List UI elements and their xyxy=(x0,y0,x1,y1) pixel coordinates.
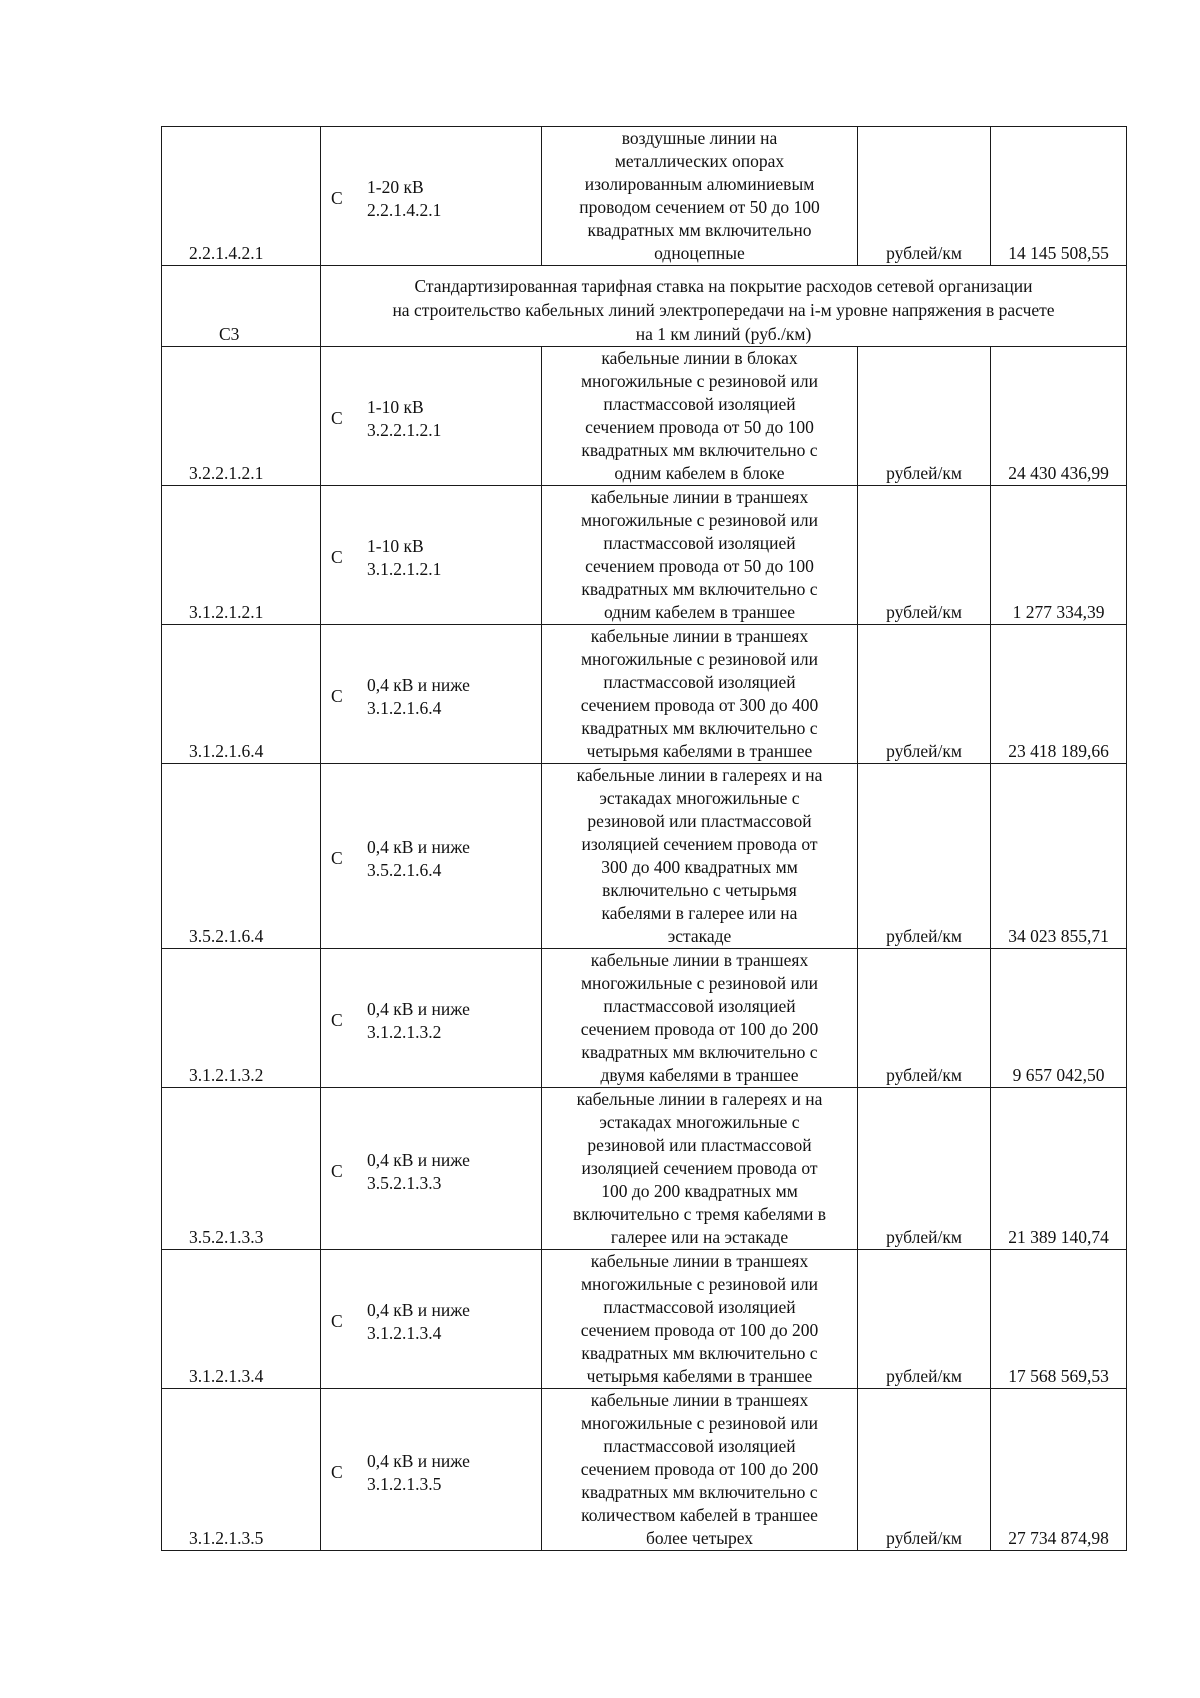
description-line: сечением провода от 100 до 200 xyxy=(580,1459,819,1479)
voltage-prefix: С xyxy=(331,1161,343,1181)
description-line: кабельные линии в траншеях xyxy=(590,487,809,507)
row-code: 3.1.2.1.2.1 xyxy=(162,486,321,625)
voltage-cell xyxy=(321,486,542,625)
description-line: многожильные с резиновой или xyxy=(580,371,819,391)
description-line: пластмассовой изоляцией xyxy=(603,394,796,414)
voltage-cell xyxy=(321,347,542,486)
description-line: изоляцией сечением провода от xyxy=(581,834,818,854)
description-line: многожильные с резиновой или xyxy=(580,1274,819,1294)
section-header-row xyxy=(162,266,1127,347)
description-line: кабельные линии в траншеях xyxy=(590,1390,809,1410)
tariff-table xyxy=(161,126,1127,1551)
description-line: изолированным алюминиевым xyxy=(584,174,815,194)
description-line: 300 до 400 квадратных мм xyxy=(601,857,798,877)
description-line: эстакадах многожильные с xyxy=(599,1112,800,1132)
voltage-prefix: С xyxy=(331,1462,343,1482)
table-row xyxy=(162,127,1127,266)
table-row xyxy=(162,1088,1127,1250)
voltage-cell xyxy=(321,127,542,266)
row-code: 3.1.2.1.6.4 xyxy=(162,625,321,764)
table-row xyxy=(162,1389,1127,1551)
description-cell xyxy=(542,127,858,266)
description-line: многожильные с резиновой или xyxy=(580,649,819,669)
tariff-table-body xyxy=(162,127,1127,1551)
description-line: одноцепные xyxy=(654,243,745,263)
value-cell: 34 023 855,71 xyxy=(991,764,1127,949)
value-cell: 14 145 508,55 xyxy=(991,127,1127,266)
description-line: кабельные линии в галереях и на xyxy=(576,765,823,785)
voltage-subcode: 3.2.2.1.2.1 xyxy=(367,420,442,440)
description-line: включительно с тремя кабелями в xyxy=(572,1204,826,1224)
value-cell: 9 657 042,50 xyxy=(991,949,1127,1088)
section-title-line: на 1 км линий (руб./км) xyxy=(635,324,812,344)
description-line: квадратных мм включительно с xyxy=(581,1343,818,1363)
voltage-prefix: С xyxy=(331,848,343,868)
description-cell xyxy=(542,347,858,486)
voltage-subcode: 3.1.2.1.3.5 xyxy=(367,1474,442,1494)
voltage-cell xyxy=(321,625,542,764)
voltage-cell xyxy=(321,949,542,1088)
description-cell xyxy=(542,1389,858,1551)
voltage-prefix: С xyxy=(331,408,343,428)
section-title-line: на строительство кабельных линий электропередачи на i-м уровне напряжения в расчете xyxy=(392,300,1055,320)
description-line: квадратных мм включительно xyxy=(587,220,812,240)
description-line: многожильные с резиновой или xyxy=(580,973,819,993)
value-cell: 23 418 189,66 xyxy=(991,625,1127,764)
voltage-cell xyxy=(321,764,542,949)
voltage-prefix: С xyxy=(331,1010,343,1030)
description-line: двумя кабелями в траншее xyxy=(600,1065,799,1085)
voltage-cell xyxy=(321,1389,542,1551)
description-line: квадратных мм включительно с xyxy=(581,718,818,738)
section-title-line: Стандартизированная тарифная ставка на покрытие расходов сетевой организации xyxy=(414,276,1033,296)
table-row xyxy=(162,1250,1127,1389)
voltage-subcode: 2.2.1.4.2.1 xyxy=(367,200,442,220)
description-line: одним кабелем в траншее xyxy=(603,602,796,622)
voltage-level: 0,4 кВ и ниже xyxy=(367,837,470,857)
description-line: многожильные с резиновой или xyxy=(580,1413,819,1433)
description-line: сечением провода от 50 до 100 xyxy=(585,417,814,437)
description-line: эстакадах многожильные с xyxy=(599,788,800,808)
description-line: кабелями в галерее или на xyxy=(601,903,798,923)
description-cell xyxy=(542,625,858,764)
voltage-level: 1-10 кВ xyxy=(367,536,424,556)
row-code: 3.1.2.1.3.5 xyxy=(162,1389,321,1551)
description-line: пластмассовой изоляцией xyxy=(603,996,796,1016)
value-cell: 1 277 334,39 xyxy=(991,486,1127,625)
voltage-level: 1-20 кВ xyxy=(367,177,424,197)
unit-cell: рублей/км xyxy=(858,1389,991,1551)
voltage-subcode: 3.1.2.1.3.2 xyxy=(367,1022,442,1042)
voltage-level: 0,4 кВ и ниже xyxy=(367,1451,470,1471)
voltage-subcode: 3.1.2.1.6.4 xyxy=(367,698,442,718)
description-line: воздушные линии на xyxy=(621,128,778,148)
description-line: кабельные линии в траншеях xyxy=(590,626,809,646)
section-code: С3 xyxy=(162,266,321,347)
voltage-prefix: С xyxy=(331,1311,343,1331)
description-line: резиновой или пластмассовой xyxy=(587,811,812,831)
description-line: кабельные линии в траншеях xyxy=(590,1251,809,1271)
voltage-cell xyxy=(321,1250,542,1389)
description-line: 100 до 200 квадратных мм xyxy=(601,1181,798,1201)
value-cell: 27 734 874,98 xyxy=(991,1389,1127,1551)
table-row xyxy=(162,347,1127,486)
unit-cell: рублей/км xyxy=(858,625,991,764)
voltage-cell xyxy=(321,1088,542,1250)
description-cell xyxy=(542,486,858,625)
voltage-prefix: С xyxy=(331,686,343,706)
description-line: изоляцией сечением провода от xyxy=(581,1158,818,1178)
description-line: многожильные с резиновой или xyxy=(580,510,819,530)
row-code: 3.1.2.1.3.2 xyxy=(162,949,321,1088)
table-row xyxy=(162,486,1127,625)
description-cell xyxy=(542,764,858,949)
description-line: резиновой или пластмассовой xyxy=(587,1135,812,1155)
value-cell: 21 389 140,74 xyxy=(991,1088,1127,1250)
value-cell: 17 568 569,53 xyxy=(991,1250,1127,1389)
unit-cell: рублей/км xyxy=(858,949,991,1088)
description-line: кабельные линии в блоках xyxy=(601,348,798,368)
description-line: сечением провода от 100 до 200 xyxy=(580,1320,819,1340)
description-line: кабельные линии в галереях и на xyxy=(576,1089,823,1109)
description-line: эстакаде xyxy=(667,926,732,946)
description-line: квадратных мм включительно с xyxy=(581,579,818,599)
description-cell xyxy=(542,949,858,1088)
voltage-level: 0,4 кВ и ниже xyxy=(367,1300,470,1320)
section-title xyxy=(321,266,1127,347)
description-line: галерее или на эстакаде xyxy=(610,1227,789,1247)
description-line: четырьмя кабелями в траншее xyxy=(586,741,813,761)
description-line: кабельные линии в траншеях xyxy=(590,950,809,970)
description-line: квадратных мм включительно с xyxy=(581,1482,818,1502)
row-code: 3.1.2.1.3.4 xyxy=(162,1250,321,1389)
description-line: сечением провода от 100 до 200 xyxy=(580,1019,819,1039)
description-line: квадратных мм включительно с xyxy=(581,1042,818,1062)
voltage-subcode: 3.5.2.1.6.4 xyxy=(367,860,442,880)
row-code: 2.2.1.4.2.1 xyxy=(162,127,321,266)
voltage-prefix: С xyxy=(331,188,343,208)
table-row xyxy=(162,764,1127,949)
voltage-level: 0,4 кВ и ниже xyxy=(367,675,470,695)
row-code: 3.2.2.1.2.1 xyxy=(162,347,321,486)
description-line: металлических опорах xyxy=(614,151,785,171)
description-line: пластмассовой изоляцией xyxy=(603,672,796,692)
unit-cell: рублей/км xyxy=(858,127,991,266)
row-code: 3.5.2.1.6.4 xyxy=(162,764,321,949)
description-line: пластмассовой изоляцией xyxy=(603,1297,796,1317)
description-line: одним кабелем в блоке xyxy=(614,463,785,483)
voltage-level: 1-10 кВ xyxy=(367,397,424,417)
description-line: квадратных мм включительно с xyxy=(581,440,818,460)
unit-cell: рублей/км xyxy=(858,1250,991,1389)
row-code: 3.5.2.1.3.3 xyxy=(162,1088,321,1250)
voltage-level: 0,4 кВ и ниже xyxy=(367,999,470,1019)
unit-cell: рублей/км xyxy=(858,347,991,486)
description-cell xyxy=(542,1250,858,1389)
description-line: проводом сечением от 50 до 100 xyxy=(579,197,820,217)
description-line: более четырех xyxy=(645,1528,754,1548)
description-line: включительно с четырьмя xyxy=(602,880,797,900)
description-cell xyxy=(542,1088,858,1250)
voltage-subcode: 3.5.2.1.3.3 xyxy=(367,1173,442,1193)
description-line: пластмассовой изоляцией xyxy=(603,1436,796,1456)
description-line: сечением провода от 50 до 100 xyxy=(585,556,814,576)
description-line: сечением провода от 300 до 400 xyxy=(580,695,819,715)
unit-cell: рублей/км xyxy=(858,764,991,949)
voltage-level: 0,4 кВ и ниже xyxy=(367,1150,470,1170)
table-row xyxy=(162,949,1127,1088)
unit-cell: рублей/км xyxy=(858,486,991,625)
description-line: пластмассовой изоляцией xyxy=(603,533,796,553)
value-cell: 24 430 436,99 xyxy=(991,347,1127,486)
description-line: количеством кабелей в траншее xyxy=(581,1505,818,1525)
table-row xyxy=(162,625,1127,764)
voltage-subcode: 3.1.2.1.3.4 xyxy=(367,1323,442,1343)
description-line: четырьмя кабелями в траншее xyxy=(586,1366,813,1386)
voltage-subcode: 3.1.2.1.2.1 xyxy=(367,559,442,579)
voltage-prefix: С xyxy=(331,547,343,567)
unit-cell: рублей/км xyxy=(858,1088,991,1250)
